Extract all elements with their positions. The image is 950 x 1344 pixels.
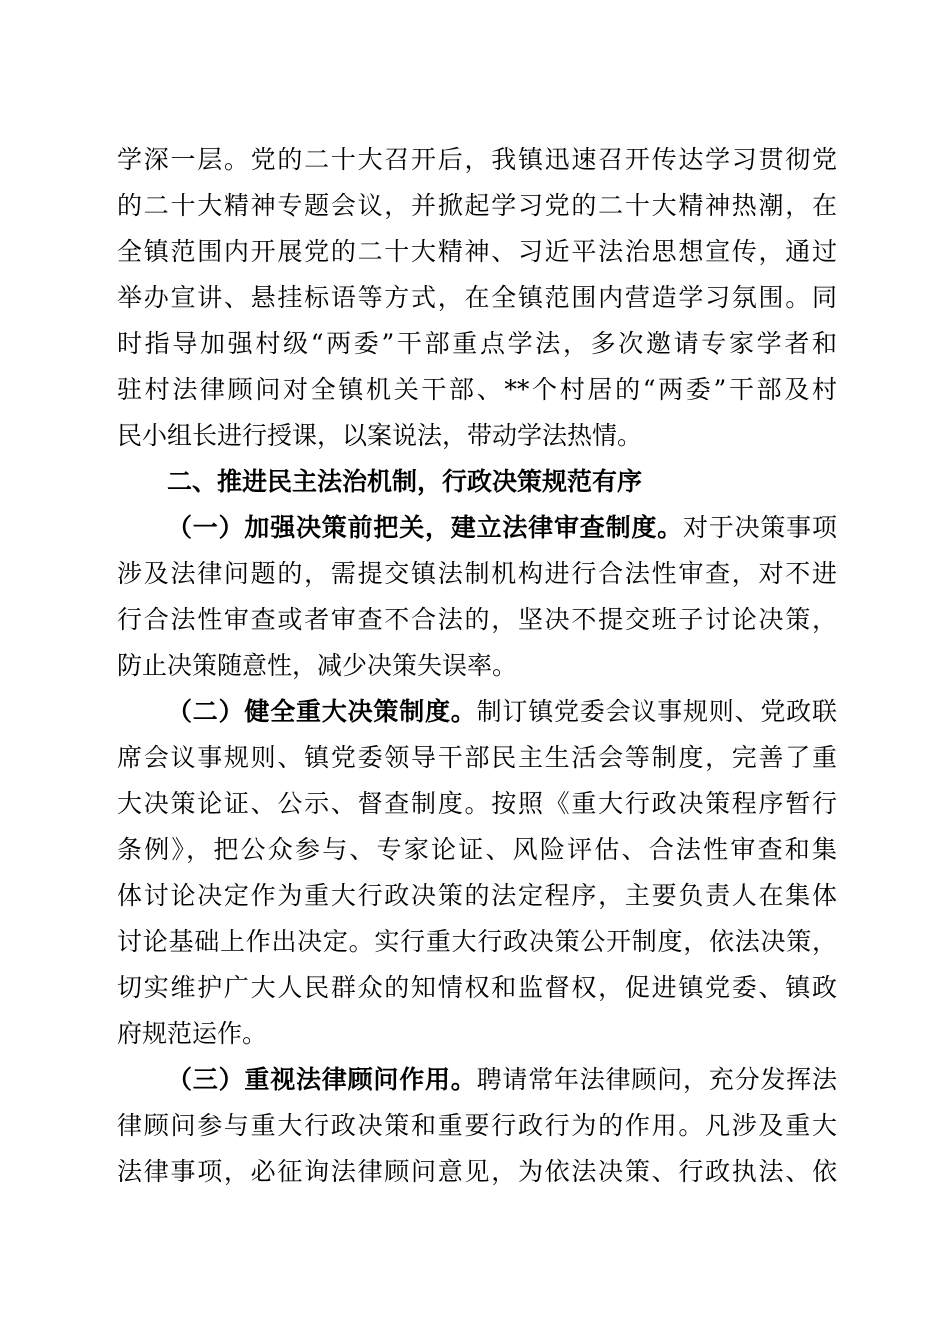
body-line: 条例》，把公众参与、专家论证、风险评估、合法性审查和集 — [117, 835, 837, 864]
body-line: 法律事项，必征询法律顾问意见，为依法决策、行政执法、依 — [117, 1157, 837, 1186]
body-line: 学深一层。党的二十大召开后，我镇迅速召开传达学习贯彻党 — [117, 145, 837, 174]
subsection-3-lead: （三）重视法律顾问作用。 — [167, 1065, 477, 1094]
section-heading: 二、推进民主法治机制，行政决策规范有序 — [167, 467, 643, 496]
body-line: 席会议事规则、镇党委领导干部民主生活会等制度，完善了重 — [117, 743, 837, 772]
subsection-1-lead: （一）加强决策前把关，建立法律审查制度。 — [167, 513, 683, 542]
body-line: 全镇范围内开展党的二十大精神、习近平法治思想宣传，通过 — [117, 237, 837, 266]
body-line: 驻村法律顾问对全镇机关干部、**个村居的“两委”干部及村 — [117, 375, 837, 404]
body-line: 举办宣讲、悬挂标语等方式，在全镇范围内营造学习氛围。同 — [117, 283, 837, 312]
body-line: 时指导加强村级“两委”干部重点学法，多次邀请专家学者和 — [117, 329, 837, 358]
body-line: 防止决策随意性，减少决策失误率。 — [117, 651, 518, 680]
subsection-1-text: 对于决策事项 — [682, 513, 837, 542]
body-line: 府规范运作。 — [117, 1019, 268, 1048]
body-line: 讨论基础上作出决定。实行重大行政决策公开制度，依法决策， — [117, 927, 837, 956]
body-line: 大决策论证、公示、督查制度。按照《重大行政决策程序暂行 — [117, 789, 837, 818]
subsection-2-text: 制订镇党委会议事规则、党政联 — [476, 697, 837, 726]
body-line: 涉及法律问题的，需提交镇法制机构进行合法性审查，对不进 — [117, 559, 837, 588]
body-line: 民小组长进行授课，以案说法，带动学法热情。 — [117, 421, 643, 450]
body-line: 切实维护广大人民群众的知情权和监督权，促进镇党委、镇政 — [117, 973, 837, 1002]
body-line: 的二十大精神专题会议，并掀起学习党的二十大精神热潮，在 — [117, 191, 837, 220]
subsection-3-text: 聘请常年法律顾问，充分发挥法 — [476, 1065, 837, 1094]
subsection-2-first-line — [167, 689, 837, 735]
body-line: 律顾问参与重大行政决策和重要行政行为的作用。凡涉及重大 — [117, 1111, 837, 1140]
subsection-2-lead: （二）健全重大决策制度。 — [167, 697, 477, 726]
subsection-3-first-line — [167, 1057, 837, 1103]
subsection-1-first-line — [167, 505, 837, 551]
body-line: 体讨论决定作为重大行政决策的法定程序，主要负责人在集体 — [117, 881, 837, 910]
body-line: 行合法性审查或者审查不合法的，坚决不提交班子讨论决策， — [117, 605, 837, 634]
